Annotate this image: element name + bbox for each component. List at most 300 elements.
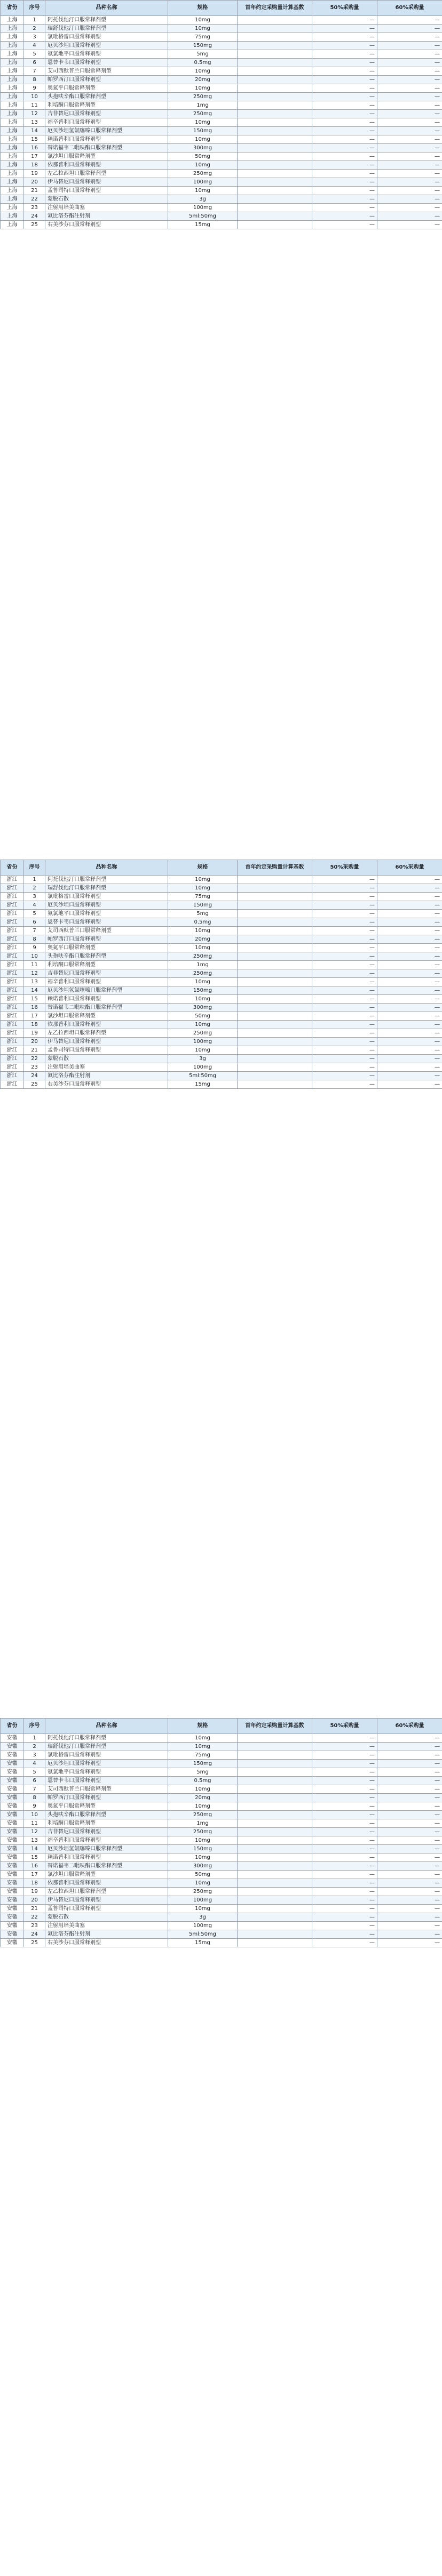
table-cell: 5 — [24, 50, 45, 59]
table-cell: 4 — [24, 1760, 45, 1768]
table-cell: — — [377, 33, 442, 42]
table-cell: — — [312, 135, 377, 144]
table-cell — [238, 1862, 312, 1871]
table-row — [1, 1794, 442, 1802]
table-row — [1, 978, 442, 986]
province-cell: 安徽 — [1, 1743, 24, 1751]
table-cell: 150mg — [168, 127, 238, 135]
table-cell: 依那普利口服常释剂型 — [45, 161, 168, 170]
table-cell — [238, 212, 312, 221]
table-cell: — — [312, 1055, 377, 1063]
table-cell: — — [312, 67, 377, 76]
table-cell: 23 — [24, 1922, 45, 1930]
table-cell: — — [377, 178, 442, 187]
table-cell: — — [312, 221, 377, 229]
table-cell: 250mg — [168, 110, 238, 118]
table-cell: 氯吡格雷口服常释剂型 — [45, 33, 168, 42]
table-cell — [238, 1004, 312, 1012]
table-section-anhui — [0, 1718, 442, 1947]
table-cell: 瑞舒伐他汀口服常释剂型 — [45, 884, 168, 893]
table-row — [1, 1862, 442, 1871]
table-cell: — — [312, 1777, 377, 1785]
table-cell: — — [377, 127, 442, 135]
province-cell: 上海 — [1, 42, 24, 50]
table-cell: — — [377, 944, 442, 952]
table-cell: — — [377, 910, 442, 918]
table-cell: — — [377, 1046, 442, 1055]
province-cell: 上海 — [1, 161, 24, 170]
table-cell: 16 — [24, 1004, 45, 1012]
table-cell: — — [377, 1836, 442, 1845]
table-cell: 利培酮口服常释剂型 — [45, 1819, 168, 1828]
table-row — [1, 1072, 442, 1080]
province-cell: 安徽 — [1, 1819, 24, 1828]
table-cell: 孟鲁司特口服常释剂型 — [45, 1046, 168, 1055]
province-cell: 浙江 — [1, 978, 24, 986]
table-cell: — — [312, 1811, 377, 1819]
table-cell: 100mg — [168, 1922, 238, 1930]
table-cell: 10 — [24, 952, 45, 961]
table-cell: — — [312, 118, 377, 127]
column-header: 规格 — [168, 1, 238, 16]
table-cell: — — [377, 1888, 442, 1896]
table-cell: 奥氮平口服常释剂型 — [45, 84, 168, 93]
table-cell — [238, 1012, 312, 1021]
province-cell: 安徽 — [1, 1930, 24, 1939]
table-cell: 氟比洛芬酯注射剂 — [45, 1930, 168, 1939]
table-cell: — — [377, 1862, 442, 1871]
table-cell: — — [377, 59, 442, 67]
table-cell: — — [377, 1811, 442, 1819]
province-cell: 上海 — [1, 16, 24, 25]
table-cell: — — [312, 1072, 377, 1080]
table-cell: — — [312, 1038, 377, 1046]
table-cell — [238, 50, 312, 59]
table-cell: 右美沙芬口服常释剂型 — [45, 1080, 168, 1089]
column-header: 首年约定采购量计算基数 — [238, 860, 312, 876]
table-cell: — — [312, 195, 377, 204]
province-cell: 浙江 — [1, 1021, 24, 1029]
table-cell — [238, 884, 312, 893]
column-header: 品种名称 — [45, 860, 168, 876]
table-cell: 1mg — [168, 961, 238, 969]
table-cell: 250mg — [168, 170, 238, 178]
table-cell: 氟比洛芬酯注射剂 — [45, 212, 168, 221]
province-cell: 上海 — [1, 127, 24, 135]
table-cell — [238, 986, 312, 995]
table-cell: 10mg — [168, 1853, 238, 1862]
table-cell: — — [312, 1879, 377, 1888]
table-cell: 300mg — [168, 144, 238, 153]
table-cell: — — [377, 76, 442, 84]
table-cell: — — [377, 170, 442, 178]
table-row — [1, 1930, 442, 1939]
table-cell: — — [312, 1922, 377, 1930]
province-cell: 浙江 — [1, 1029, 24, 1038]
table-cell: — — [377, 995, 442, 1004]
table-row — [1, 1896, 442, 1905]
table-cell: 替诺福韦二吡呋酯口服常释剂型 — [45, 1862, 168, 1871]
table-cell: 250mg — [168, 93, 238, 101]
table-cell: 5ml:50mg — [168, 1930, 238, 1939]
table-cell: — — [312, 1828, 377, 1836]
table-cell: — — [312, 986, 377, 995]
table-cell: 150mg — [168, 901, 238, 910]
table-cell — [238, 944, 312, 952]
table-cell: — — [377, 144, 442, 153]
table-cell: 头孢呋辛酯口服常释剂型 — [45, 1811, 168, 1819]
table-cell — [238, 1734, 312, 1743]
province-cell: 安徽 — [1, 1785, 24, 1794]
table-cell: — — [312, 884, 377, 893]
table-row — [1, 187, 442, 195]
table-cell: — — [312, 1802, 377, 1811]
province-cell: 上海 — [1, 144, 24, 153]
table-row — [1, 1021, 442, 1029]
table-cell: 帕罗西汀口服常释剂型 — [45, 76, 168, 84]
table-cell: 依那普利口服常释剂型 — [45, 1879, 168, 1888]
table-cell: 赖诺普利口服常释剂型 — [45, 135, 168, 144]
province-cell: 浙江 — [1, 910, 24, 918]
table-cell: — — [377, 16, 442, 25]
table-cell: 50mg — [168, 153, 238, 161]
province-cell: 上海 — [1, 110, 24, 118]
province-cell: 浙江 — [1, 1072, 24, 1080]
table-cell: — — [312, 1819, 377, 1828]
table-row — [1, 1785, 442, 1794]
table-cell: — — [312, 893, 377, 901]
table-cell: 10mg — [168, 927, 238, 935]
province-cell: 上海 — [1, 153, 24, 161]
province-cell: 浙江 — [1, 1012, 24, 1021]
table-cell — [238, 76, 312, 84]
table-row — [1, 1853, 442, 1862]
table-cell: 10mg — [168, 978, 238, 986]
table-cell — [238, 1930, 312, 1939]
table-cell: — — [377, 876, 442, 884]
table-cell: 9 — [24, 1802, 45, 1811]
table-cell — [238, 1896, 312, 1905]
table-cell: 6 — [24, 59, 45, 67]
table-cell — [238, 110, 312, 118]
table-row — [1, 1080, 442, 1089]
table-cell — [238, 42, 312, 50]
table-cell: — — [312, 33, 377, 42]
table-cell: 7 — [24, 1785, 45, 1794]
table-cell: — — [312, 918, 377, 927]
table-row — [1, 1734, 442, 1743]
province-cell: 浙江 — [1, 1046, 24, 1055]
table-row — [1, 195, 442, 204]
table-cell: 注射用培美曲塞 — [45, 1063, 168, 1072]
province-cell: 浙江 — [1, 961, 24, 969]
table-cell: 20mg — [168, 76, 238, 84]
table-row — [1, 927, 442, 935]
table-row — [1, 1939, 442, 1947]
table-cell: 150mg — [168, 1760, 238, 1768]
table-cell: 厄贝沙坦氢氯噻嗪口服常释剂型 — [45, 986, 168, 995]
table-cell: — — [312, 1063, 377, 1072]
table-cell: 25 — [24, 221, 45, 229]
table-cell — [238, 918, 312, 927]
table-cell: — — [377, 1072, 442, 1080]
table-cell: 100mg — [168, 1063, 238, 1072]
table-cell: 氯沙坦口服常释剂型 — [45, 1012, 168, 1021]
table-cell: 18 — [24, 1879, 45, 1888]
province-cell: 安徽 — [1, 1836, 24, 1845]
table-cell: 艾司西酞普兰口服常释剂型 — [45, 1785, 168, 1794]
table-cell: — — [312, 1939, 377, 1947]
table-cell — [238, 25, 312, 33]
province-cell: 上海 — [1, 25, 24, 33]
table-row — [1, 893, 442, 901]
table-cell: 10mg — [168, 1802, 238, 1811]
table-cell: — — [312, 76, 377, 84]
table-cell: 75mg — [168, 893, 238, 901]
table-cell — [238, 1922, 312, 1930]
table-cell: 阿托伐他汀口服常释剂型 — [45, 1734, 168, 1743]
table-cell: — — [312, 1794, 377, 1802]
table-row — [1, 1845, 442, 1853]
table-cell: 头孢呋辛酯口服常释剂型 — [45, 952, 168, 961]
table-cell: 22 — [24, 1055, 45, 1063]
table-cell — [238, 927, 312, 935]
province-cell: 上海 — [1, 212, 24, 221]
table-cell: 250mg — [168, 969, 238, 978]
table-cell: — — [312, 1021, 377, 1029]
column-header: 省份 — [1, 860, 24, 876]
table-cell — [238, 1845, 312, 1853]
table-cell — [238, 135, 312, 144]
table-cell — [238, 893, 312, 901]
table-cell — [238, 67, 312, 76]
table-cell: 伊马替尼口服常释剂型 — [45, 178, 168, 187]
table-cell: — — [312, 927, 377, 935]
table-cell: 孟鲁司特口服常释剂型 — [45, 187, 168, 195]
table-cell: — — [312, 16, 377, 25]
table-cell — [238, 1819, 312, 1828]
table-cell: — — [377, 884, 442, 893]
table-row — [1, 1802, 442, 1811]
column-header: 序号 — [24, 1, 45, 16]
table-cell: 19 — [24, 170, 45, 178]
table-cell: 23 — [24, 204, 45, 212]
table-cell: 3g — [168, 1055, 238, 1063]
table-cell: — — [377, 1080, 442, 1089]
table-cell: — — [312, 952, 377, 961]
table-row — [1, 969, 442, 978]
table-cell: 吉非替尼口服常释剂型 — [45, 969, 168, 978]
province-cell: 上海 — [1, 187, 24, 195]
province-cell: 浙江 — [1, 969, 24, 978]
table-cell — [238, 1785, 312, 1794]
table-cell: — — [377, 25, 442, 33]
province-cell: 上海 — [1, 118, 24, 127]
table-cell: 21 — [24, 1905, 45, 1913]
table-cell: 赖诺普利口服常释剂型 — [45, 1853, 168, 1862]
table-cell: 250mg — [168, 952, 238, 961]
table-cell: 厄贝沙坦口服常释剂型 — [45, 901, 168, 910]
table-cell: 24 — [24, 1072, 45, 1080]
table-cell: — — [312, 969, 377, 978]
table-cell: 帕罗西汀口服常释剂型 — [45, 1794, 168, 1802]
province-cell: 浙江 — [1, 1004, 24, 1012]
table-cell: 左乙拉西坦口服常释剂型 — [45, 1029, 168, 1038]
table-cell: 12 — [24, 1828, 45, 1836]
province-cell: 上海 — [1, 101, 24, 110]
table-cell: 20 — [24, 1038, 45, 1046]
table-cell — [238, 1063, 312, 1072]
table-cell: — — [377, 153, 442, 161]
table-header-row — [1, 1719, 442, 1734]
table-header-row — [1, 860, 442, 876]
province-cell: 安徽 — [1, 1768, 24, 1777]
table-cell: 10mg — [168, 884, 238, 893]
table-cell: — — [377, 918, 442, 927]
table-cell: 100mg — [168, 178, 238, 187]
table-cell: — — [312, 161, 377, 170]
province-cell: 上海 — [1, 135, 24, 144]
table-cell — [238, 1853, 312, 1862]
table-row — [1, 1029, 442, 1038]
table-cell: 奥氮平口服常释剂型 — [45, 1802, 168, 1811]
table-cell — [238, 187, 312, 195]
table-cell: 1mg — [168, 1819, 238, 1828]
table-cell: 7 — [24, 927, 45, 935]
table-row — [1, 212, 442, 221]
table-cell — [238, 969, 312, 978]
table-cell: — — [312, 59, 377, 67]
table-cell: — — [377, 1751, 442, 1760]
table-cell: 蒙脱石散 — [45, 1913, 168, 1922]
table-cell: — — [377, 1055, 442, 1063]
table-cell: 250mg — [168, 1828, 238, 1836]
table-cell: — — [312, 876, 377, 884]
table-row — [1, 1046, 442, 1055]
table-cell — [238, 1055, 312, 1063]
table-cell: 3 — [24, 893, 45, 901]
table-cell: — — [312, 1029, 377, 1038]
table-cell: 15mg — [168, 221, 238, 229]
province-cell: 安徽 — [1, 1734, 24, 1743]
table-row — [1, 153, 442, 161]
table-cell — [238, 1751, 312, 1760]
table-cell — [238, 59, 312, 67]
table-header-row — [1, 1, 442, 16]
table-cell — [238, 1905, 312, 1913]
table-cell: 6 — [24, 918, 45, 927]
table-row — [1, 910, 442, 918]
province-cell: 浙江 — [1, 1080, 24, 1089]
table-cell: — — [312, 1734, 377, 1743]
table-cell: — — [312, 1913, 377, 1922]
column-header: 50%采购量 — [312, 1719, 377, 1734]
table-cell — [238, 1828, 312, 1836]
table-cell: 11 — [24, 101, 45, 110]
table-cell: 左乙拉西坦口服常释剂型 — [45, 170, 168, 178]
province-cell: 浙江 — [1, 876, 24, 884]
table-cell: — — [312, 153, 377, 161]
province-cell: 安徽 — [1, 1853, 24, 1862]
province-cell: 安徽 — [1, 1871, 24, 1879]
table-row — [1, 118, 442, 127]
table-cell: 75mg — [168, 33, 238, 42]
province-cell: 安徽 — [1, 1751, 24, 1760]
table-cell: — — [377, 978, 442, 986]
table-cell: 50mg — [168, 1012, 238, 1021]
table-cell: 伊马替尼口服常释剂型 — [45, 1038, 168, 1046]
table-cell: 厄贝沙坦口服常释剂型 — [45, 42, 168, 50]
table-cell: — — [377, 1063, 442, 1072]
province-cell: 上海 — [1, 84, 24, 93]
table-section-shanghai — [0, 0, 442, 229]
table-cell: — — [312, 1046, 377, 1055]
table-row — [1, 1055, 442, 1063]
table-cell: 9 — [24, 84, 45, 93]
table-cell — [238, 153, 312, 161]
table-cell — [238, 204, 312, 212]
table-cell: — — [377, 84, 442, 93]
table-row — [1, 135, 442, 144]
province-cell: 浙江 — [1, 884, 24, 893]
table-cell — [238, 1777, 312, 1785]
table-cell: 20 — [24, 1896, 45, 1905]
table-cell: — — [312, 944, 377, 952]
table-cell: — — [312, 1751, 377, 1760]
table-cell: 氯沙坦口服常释剂型 — [45, 1871, 168, 1879]
table-cell: 替诺福韦二吡呋酯口服常释剂型 — [45, 1004, 168, 1012]
province-cell: 安徽 — [1, 1777, 24, 1785]
table-cell — [238, 93, 312, 101]
province-cell: 安徽 — [1, 1811, 24, 1819]
table-cell: — — [377, 1905, 442, 1913]
table-cell — [238, 1760, 312, 1768]
table-cell — [238, 33, 312, 42]
table-cell: 100mg — [168, 204, 238, 212]
table-cell: 23 — [24, 1063, 45, 1072]
table-row — [1, 884, 442, 893]
table-cell — [238, 1913, 312, 1922]
table-cell — [238, 1021, 312, 1029]
table-cell — [238, 1811, 312, 1819]
table-cell: 孟鲁司特口服常释剂型 — [45, 1905, 168, 1913]
table-cell: — — [377, 212, 442, 221]
table-cell: — — [312, 1012, 377, 1021]
table-cell: 21 — [24, 187, 45, 195]
province-cell: 浙江 — [1, 918, 24, 927]
table-cell: 阿托伐他汀口服常释剂型 — [45, 16, 168, 25]
table-cell: 5ml:50mg — [168, 1072, 238, 1080]
table-cell: — — [312, 1930, 377, 1939]
table-cell — [238, 195, 312, 204]
table-cell: 瑞舒伐他汀口服常释剂型 — [45, 25, 168, 33]
table-cell: 15 — [24, 995, 45, 1004]
table-cell: — — [377, 901, 442, 910]
table-cell: 14 — [24, 986, 45, 995]
table-cell: 12 — [24, 969, 45, 978]
table-cell: 3 — [24, 1751, 45, 1760]
column-header: 省份 — [1, 1719, 24, 1734]
table-row — [1, 1888, 442, 1896]
table-cell: — — [377, 1913, 442, 1922]
table-cell: 10mg — [168, 67, 238, 76]
province-cell: 上海 — [1, 67, 24, 76]
table-row — [1, 76, 442, 84]
table-cell: 氯吡格雷口服常释剂型 — [45, 1751, 168, 1760]
table-row — [1, 944, 442, 952]
table-cell: — — [377, 195, 442, 204]
table-cell: 5 — [24, 910, 45, 918]
